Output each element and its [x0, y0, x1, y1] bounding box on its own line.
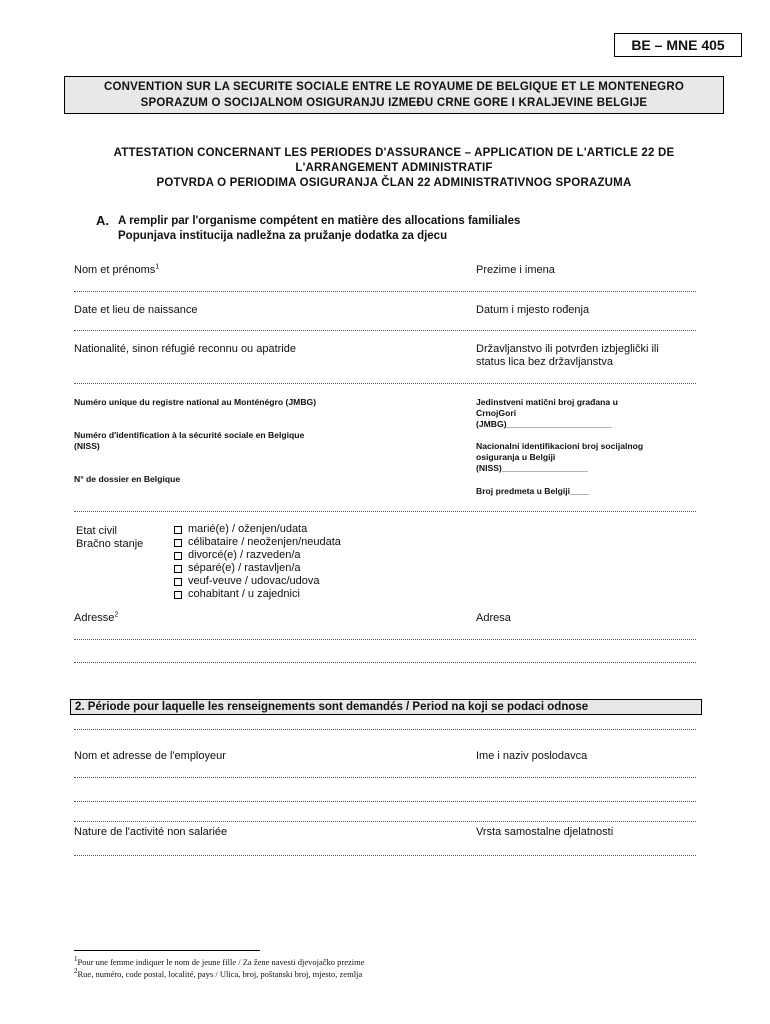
civil-label-me: Bračno stanje	[76, 538, 144, 550]
section-a-letter: A.	[96, 213, 109, 228]
footnote-ref-2: 2	[114, 611, 119, 619]
footnote-divider	[74, 950, 260, 951]
period-field[interactable]	[74, 727, 696, 730]
footnote-ref-1: 1	[155, 263, 160, 271]
niss-label-fr-2: (NISS)	[74, 441, 100, 451]
niss-label-fr-1: Numéro d'identification à la sécurité sociale en Belgique	[74, 430, 305, 440]
birth-field[interactable]	[74, 328, 696, 331]
civil-option-divorced[interactable]	[174, 549, 341, 562]
dossier-field[interactable]: Broj predmeta u Belgiji____	[476, 486, 590, 496]
name-field[interactable]	[74, 289, 696, 292]
jmbg-label-me-2: CrnojGori	[476, 408, 517, 418]
address-label-fr	[74, 612, 118, 625]
niss-field[interactable]: (NISS)__________________	[476, 463, 588, 473]
activity-label-fr: Nature de l'activité non salariée	[74, 826, 228, 838]
checkbox[interactable]	[174, 539, 182, 547]
nationality-field[interactable]	[74, 381, 696, 384]
footnote-2	[74, 969, 362, 979]
dossier-label-fr: N° de dossier en Belgique	[74, 474, 181, 484]
checkbox[interactable]	[174, 565, 182, 573]
nationality-label-me-1: Državljanstvo ili potvrđen izbjeglički ili	[476, 343, 659, 355]
convention-title-box	[64, 76, 724, 114]
nationality-label-me-2: status lica bez državljanstva	[476, 356, 613, 368]
section-a-title-me: Popunjava institucija nadležna za pružanje dodatka za djecu	[118, 230, 448, 242]
activity-label-me: Vrsta samostalne djelatnosti	[476, 826, 614, 838]
civil-option-cohabitant[interactable]	[174, 588, 341, 601]
section-a-title	[118, 214, 520, 244]
employer-label-me: Ime i naziv poslodavca	[476, 750, 588, 762]
civil-option-label: cohabitant / u zajednici	[188, 588, 300, 600]
civil-option-married[interactable]	[174, 523, 341, 536]
form-code-box: BE – MNE 405	[614, 33, 742, 57]
footnote-1	[74, 957, 365, 967]
employer-field-line-1[interactable]	[74, 775, 696, 778]
jmbg-label-fr: Numéro unique du registre national au Monténégro (JMBG)	[74, 397, 317, 407]
name-label-fr	[74, 264, 159, 277]
section-2-title: 2. Période pour laquelle les renseignements sont demandés / Period na koji se podaci odnose	[70, 699, 702, 715]
civil-option-single[interactable]	[174, 536, 341, 549]
checkbox[interactable]	[174, 552, 182, 560]
convention-title-me: SPORAZUM O SOCIJALNOM OSIGURANJU IZMEĐU CRNE GORE I KRALJEVINE BELGIJE	[140, 97, 648, 109]
birth-label-fr: Date et lieu de naissance	[74, 304, 198, 316]
footnote-1-text: Pour une femme indiquer le nom de jeune fille / Za žene navesti djevojačko prezime	[77, 957, 365, 967]
birth-label-me: Datum i mjesto rođenja	[476, 304, 590, 316]
civil-option-label: célibataire / neoženjen/neudata	[188, 536, 341, 548]
convention-title-fr: CONVENTION SUR LA SECURITE SOCIALE ENTRE LE ROYAUME DE BELGIQUE ET LE MONTENEGRO	[104, 81, 684, 93]
niss-label-me	[476, 441, 643, 474]
civil-option-label: séparé(e) / rastavljen/a	[188, 562, 301, 574]
footnote-2-number: 2	[74, 967, 78, 976]
jmbg-label-me-1: Jedinstveni matični broj građana u	[476, 397, 618, 407]
address-label-fr-text: Adresse	[74, 612, 115, 624]
address-label-me: Adresa	[476, 612, 511, 624]
jmbg-label-me	[476, 397, 618, 430]
employer-field-line-2[interactable]	[74, 799, 696, 802]
checkbox[interactable]	[174, 526, 182, 534]
civil-option-label: marié(e) / oženjen/udata	[188, 523, 308, 535]
checkbox[interactable]	[174, 578, 182, 586]
name-label-fr-text: Nom et prénoms	[74, 264, 156, 276]
address-field-line-2[interactable]	[74, 660, 696, 663]
attestation-title	[64, 146, 724, 191]
attestation-line-2: L'ARRANGEMENT ADMINISTRATIF	[295, 162, 493, 174]
attestation-line-3: POTVRDA O PERIODIMA OSIGURANJA ČLAN 22 ADMINISTRATIVNOG SPORAZUMA	[156, 177, 632, 189]
niss-label-me-2: osiguranja u Belgiji	[476, 452, 556, 462]
checkbox[interactable]	[174, 591, 182, 599]
civil-label	[76, 525, 143, 551]
section-a-title-fr: A remplir par l'organisme compétent en matière des allocations familiales	[118, 215, 521, 227]
jmbg-field[interactable]: (JMBG)______________________	[476, 419, 612, 429]
niss-label-me-1: Nacionalni identifikacioni broj socijalnog	[476, 441, 644, 451]
address-field-line-1[interactable]	[74, 637, 696, 640]
civil-status-options	[174, 523, 341, 601]
employer-label-fr: Nom et adresse de l'employeur	[74, 750, 226, 762]
civil-option-label: veuf-veuve / udovac/udova	[188, 575, 320, 587]
civil-option-separated[interactable]	[174, 562, 341, 575]
footnote-2-text: Rue, numéro, code postal, localité, pays / Ulica, broj, poštanski broj, mjesto, zemlja	[77, 969, 363, 979]
footnote-1-number: 1	[74, 955, 78, 964]
civil-option-widowed[interactable]	[174, 575, 341, 588]
niss-label-fr	[74, 430, 304, 452]
id-separator-dots	[74, 509, 696, 512]
nationality-label-me	[476, 343, 659, 369]
attestation-line-1: ATTESTATION CONCERNANT LES PERIODES D'ASSURANCE – APPLICATION DE L'ARTICLE 22 DE	[113, 147, 675, 159]
civil-label-fr: Etat civil	[76, 525, 117, 537]
name-label-me: Prezime i imena	[476, 264, 555, 276]
activity-field[interactable]	[74, 853, 696, 856]
employer-field-line-3[interactable]	[74, 819, 696, 822]
civil-option-label: divorcé(e) / razveden/a	[188, 549, 301, 561]
nationality-label-fr: Nationalité, sinon réfugié reconnu ou apatride	[74, 343, 296, 355]
